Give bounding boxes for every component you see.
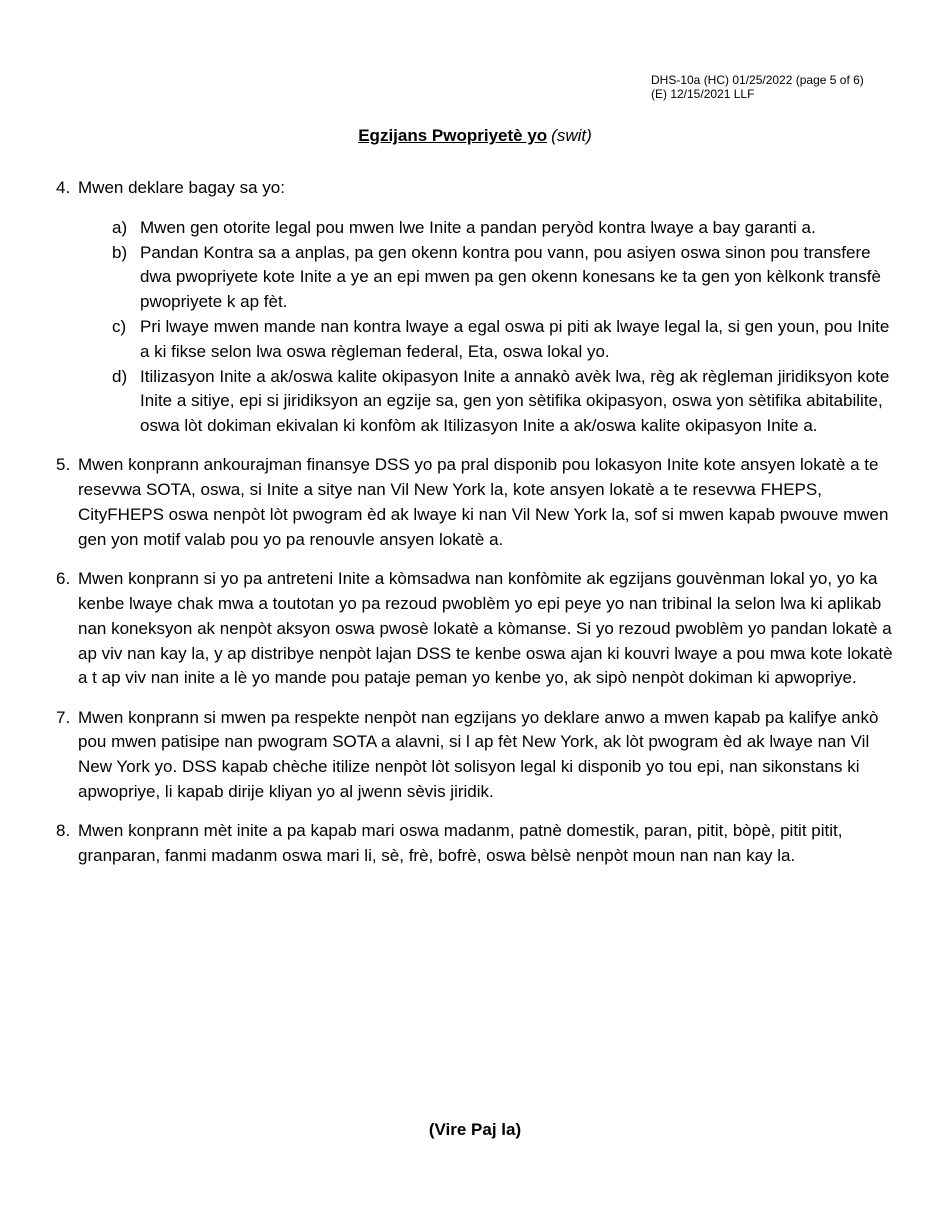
list-item-4 bbox=[56, 176, 896, 439]
sub-item-letter: c) bbox=[112, 316, 127, 336]
sub-item-letter: a) bbox=[112, 217, 128, 237]
item-number: 8. bbox=[56, 821, 71, 841]
form-id-line-2: (E) 12/15/2021 LLF bbox=[651, 87, 755, 101]
list-item-6 bbox=[56, 567, 896, 691]
page-title-main: Egzijans Pwopriyetè yo bbox=[358, 126, 548, 145]
sub-item-text: Pandan Kontra sa a anplas, pa gen okenn kontra pou vann, pou asiyen oswa sinon pou transfere dwa pwopriyete kote Inite a ye an epi mwen pa gen okenn konesans ke ta gen yon kèlkonk transfè pwopriyete k ap fèt. bbox=[140, 242, 881, 312]
sub-list bbox=[112, 216, 896, 439]
item-text: Mwen konprann si mwen pa respekte nenpòt nan egzijans yo deklare anwo a mwen kapab pa kalifye ankò pou mwen patisipe nan pwogram SOTA a alavni, si l ap fèt New York, ak lòt pwogram èd ak lwaye nan Vil New York yo. DSS kapab chèche itilize nenpòt lòt solisyon legal ki disponib yo tou epi, nan sikonstans ki apwopriye, li kapab dirije kliyan yo al jwenn sèvis jiridik. bbox=[78, 707, 879, 802]
sub-item-text: Pri lwaye mwen mande nan kontra lwaye a egal oswa pi piti ak lwaye legal la, si gen youn, pou Inite a ki fikse selon lwa oswa règleman federal, Eta, oswa lokal yo. bbox=[140, 316, 890, 361]
sub-item-letter: d) bbox=[112, 366, 128, 386]
item-text: Mwen deklare bagay sa yo: bbox=[78, 178, 285, 197]
list-item-7 bbox=[56, 706, 896, 805]
item-text: Mwen konprann si yo pa antreteni Inite a kòmsadwa nan konfòmite ak egzijans gouvènman lokal yo, yo ka kenbe lwaye chak mwa a toutotan yo pa rezoud pwoblèm yo epi peye yo nan tribinal la selon lwa ki aplikab nan koneksyon ak nenpòt aksyon oswa pwosè lokatè a kòmanse. Si yo rezoud pwoblèm yo pandan lokatè a ap viv nan kay la, y ap distribye nenpòt lajan DSS te kenbe oswa ajan ki kouvri lwaye a pou mwa kote lokatè a t ap viv nan inite a lè yo mande pou pataje peman yo kenbe yo, ak sipò nenpòt dokiman ki apwopriye. bbox=[78, 569, 893, 688]
sub-item-a bbox=[112, 216, 896, 241]
sub-item-letter: b) bbox=[112, 242, 128, 262]
item-number: 4. bbox=[56, 178, 71, 197]
item-number: 5. bbox=[56, 455, 71, 475]
sub-item-text: Mwen gen otorite legal pou mwen lwe Inite a pandan peryòd kontra lwaye a bay garanti a. bbox=[140, 217, 816, 237]
sub-item-text: Itilizasyon Inite a ak/oswa kalite okipasyon Inite a annakò avèk lwa, règ ak règleman jiridiksyon kote Inite a sitiye, epi si jiridiksyon an egzije sa, gen yon sètifika okipasyon, oswa yon sètifika abitabilite, oswa lòt dokiman ekivalan ki konfòm ak Itilizasyon Inite a ak/oswa kalite okipasyon Inite a. bbox=[140, 366, 890, 436]
page-title bbox=[0, 125, 950, 147]
form-identifier bbox=[651, 73, 864, 101]
sub-item-d bbox=[112, 365, 896, 439]
list-item-8 bbox=[56, 819, 896, 869]
list-item-5 bbox=[56, 453, 896, 552]
sub-item-c bbox=[112, 315, 896, 365]
item-number: 6. bbox=[56, 569, 71, 589]
sub-item-b bbox=[112, 241, 896, 315]
page-title-sub: (swit) bbox=[551, 126, 592, 145]
item-text: Mwen konprann ankourajman finansye DSS yo pa pral disponib pou lokasyon Inite kote ansyen lokatè a te resevwa SOTA, oswa, si Inite a sitye nan Vil New York la, kote ansyen lokatè a te resevwa FHEPS, CityFHEPS oswa nenpòt lòt pwogram èd ak lwaye ki nan Vil New York la, sof si mwen kapab pwouve mwen gen yon motif valab pou yo pa renouvle ansyen lokatè a. bbox=[78, 455, 889, 549]
turn-page-note: (Vire Paj la) bbox=[428, 1120, 522, 1139]
form-id-line-1: DHS-10a (HC) 01/25/2022 (page 5 of 6) bbox=[651, 73, 864, 87]
declaration-body bbox=[56, 176, 896, 869]
item-text: Mwen konprann mèt inite a pa kapab mari oswa madanm, patnè domestik, paran, pitit, bòpè, pitit pitit, granparan, fanmi madanm oswa mari li, sè, frè, bofrè, oswa bèlsè nenpòt moun nan nan kay la. bbox=[78, 821, 843, 866]
item-number: 7. bbox=[56, 707, 71, 727]
